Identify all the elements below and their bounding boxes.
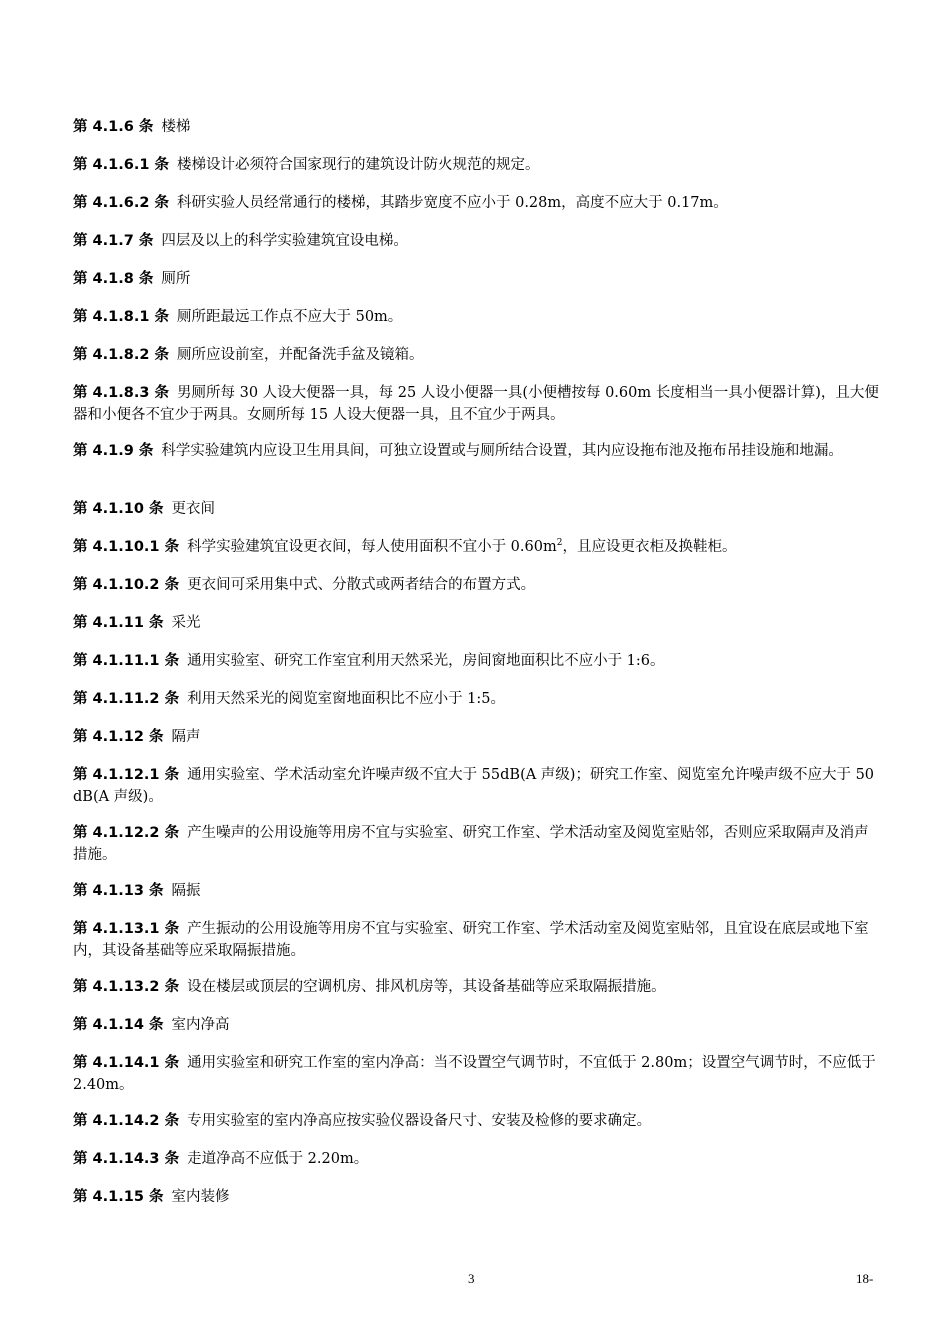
clause [73, 612, 883, 634]
clause-text: 隔振 [171, 883, 201, 899]
clause [73, 382, 883, 426]
clause-number: 第 4.1.8.3 条 [73, 385, 169, 401]
clause-number: 第 4.1.9 条 [73, 443, 154, 459]
clause-text: 科研实验人员经常通行的楼梯，其踏步宽度不应小于 0.28m，高度不应大于 0.17m。 [176, 195, 728, 211]
clause [73, 1014, 883, 1036]
clause-text: 通用实验室和研究工作室的室内净高：当不设置空气调节时，不宜低于 2.80m；设置空气调节时，不应低于 2.40m。 [73, 1055, 876, 1093]
clause-text: 通用实验室、研究工作室宜利用天然采光，房间窗地面积比不应小于 1:6。 [187, 653, 665, 669]
clause [73, 1148, 883, 1170]
clause [73, 536, 883, 558]
clause-number: 第 4.1.8 条 [73, 271, 154, 287]
clause-number: 第 4.1.14.2 条 [73, 1113, 180, 1129]
clause [73, 764, 883, 808]
clause-text: 室内净高 [171, 1017, 230, 1033]
clause [73, 268, 883, 290]
page-number: 3 [468, 1271, 475, 1286]
clause-number: 第 4.1.8.1 条 [73, 309, 169, 325]
clause-number: 第 4.1.6.1 条 [73, 157, 169, 173]
clause [73, 116, 883, 138]
clause-number: 第 4.1.11.2 条 [73, 691, 180, 707]
clause-number: 第 4.1.6 条 [73, 119, 154, 135]
clause [73, 440, 883, 462]
clause-number: 第 4.1.14 条 [73, 1017, 164, 1033]
clause-number: 第 4.1.14.3 条 [73, 1151, 180, 1167]
clause-text: 通用实验室、学术活动室允许噪声级不宜大于 55dB(A 声级)；研究工作室、阅览室允许噪声级不应大于 50dB(A 声级)。 [73, 767, 875, 805]
clause-number: 第 4.1.7 条 [73, 233, 154, 249]
clause-number: 第 4.1.13.2 条 [73, 979, 180, 995]
clause [73, 726, 883, 748]
clause-text: 采光 [171, 615, 201, 631]
clause [73, 880, 883, 902]
clause [73, 574, 883, 596]
clause-number: 第 4.1.11 条 [73, 615, 164, 631]
clause-text: 走道净高不应低于 2.20m。 [187, 1151, 369, 1167]
clause [73, 154, 883, 176]
clause [73, 918, 883, 962]
clause-text: 产生噪声的公用设施等用房不宜与实验室、研究工作室、学术活动室及阅览室贴邻，否则应采取隔声及消声措施。 [73, 825, 869, 863]
superscript: 2 [556, 538, 563, 549]
clause-number: 第 4.1.15 条 [73, 1189, 164, 1205]
clause-text: 利用天然采光的阅览室窗地面积比不应小于 1:5。 [187, 691, 506, 707]
clause [73, 822, 883, 866]
clause [73, 1110, 883, 1132]
clause [73, 230, 883, 252]
clause-text: 隔声 [171, 729, 201, 745]
clause-text: 厕所距最远工作点不应大于 50m。 [176, 309, 403, 325]
clause-text: 厕所 [161, 271, 191, 287]
clause-number: 第 4.1.13.1 条 [73, 921, 180, 937]
clause [73, 650, 883, 672]
clause [73, 976, 883, 998]
clause [73, 1186, 883, 1208]
clause-text: 产生振动的公用设施等用房不宜与实验室、研究工作室、学术活动室及阅览室贴邻，且宜设在底层或地下室内，其设备基础等应采取隔振措施。 [73, 921, 869, 959]
clause-number: 第 4.1.10 条 [73, 501, 164, 517]
clause-text: 楼梯 [161, 119, 191, 135]
clause-text: 厕所应设前室，并配备洗手盆及镜箱。 [176, 347, 424, 363]
clause-number: 第 4.1.14.1 条 [73, 1055, 180, 1071]
clause-number: 第 4.1.13 条 [73, 883, 164, 899]
page-total: 18- [856, 1271, 874, 1286]
clause-text: 科学实验建筑内应设卫生用具间，可独立设置或与厕所结合设置，其内应设拖布池及拖布吊挂设施和地漏。 [161, 443, 843, 459]
clause [73, 1052, 883, 1096]
clause-text: 室内装修 [171, 1189, 230, 1205]
clause-text: 楼梯设计必须符合国家现行的建筑设计防火规范的规定。 [176, 157, 540, 173]
clause-number: 第 4.1.12 条 [73, 729, 164, 745]
clause-text: 更衣间 [171, 501, 215, 517]
clause [73, 192, 883, 214]
clause-text: 设在楼层或顶层的空调机房、排风机房等，其设备基础等应采取隔振措施。 [187, 979, 666, 995]
clause-text: 四层及以上的科学实验建筑宜设电梯。 [161, 233, 408, 249]
clause-text: 专用实验室的室内净高应按实验仪器设备尺寸、安装及检修的要求确定。 [187, 1113, 652, 1129]
clause-text: 更衣间可采用集中式、分散式或两者结合的布置方式。 [187, 577, 536, 593]
clause [73, 688, 883, 710]
clause-number: 第 4.1.10.2 条 [73, 577, 180, 593]
clause-number: 第 4.1.12.2 条 [73, 825, 180, 841]
clause-number: 第 4.1.12.1 条 [73, 767, 180, 783]
clause [73, 498, 883, 520]
clause-text-tail: ，且应设更衣柜及换鞋柜。 [562, 539, 737, 555]
clause-text: 科学实验建筑宜设更衣间，每人使用面积不宜小于 0.60m [187, 539, 557, 555]
clause-number: 第 4.1.6.2 条 [73, 195, 169, 211]
clause-number: 第 4.1.11.1 条 [73, 653, 180, 669]
clause-text: 男厕所每 30 人设大便器一具，每 25 人设小便器一具(小便槽按每 0.60m 长度相当一具小便器计算)，且大便器和小便各不宜少于两具。女厕所每 15 人设大便器一具，且不宜少于两具。 [73, 385, 879, 423]
clause-number: 第 4.1.10.1 条 [73, 539, 180, 555]
clause [73, 344, 883, 366]
clause-number: 第 4.1.8.2 条 [73, 347, 169, 363]
clause [73, 306, 883, 328]
